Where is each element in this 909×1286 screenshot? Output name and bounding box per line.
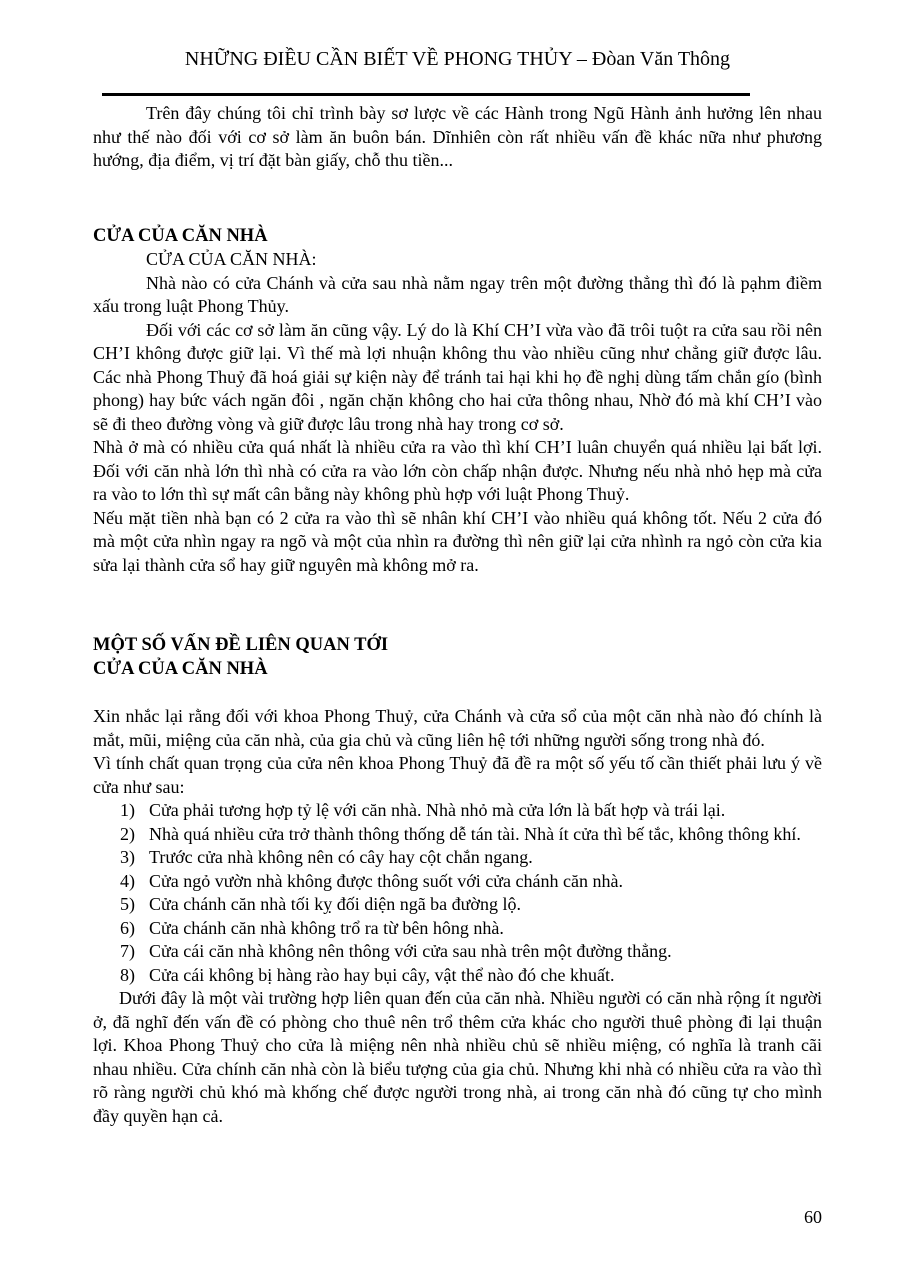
list-item-number: 7) bbox=[120, 941, 135, 961]
list-item-number: 8) bbox=[120, 964, 135, 985]
list-item bbox=[93, 940, 822, 964]
paragraph: Nhà nào có cửa Chánh và cửa sau nhà nằm ngay trên một đường thẳng thì đó là pạhm điềm xấu trong luật Phong Thủy. bbox=[93, 272, 822, 316]
paragraph: Vì tính chất quan trọng của cửa nên khoa Phong Thuỷ đã đề ra một số yếu tố cần thiết phải lưu ý về cửa như sau: bbox=[93, 753, 822, 797]
page-content bbox=[93, 46, 822, 1128]
list-item-number: 1) bbox=[120, 800, 135, 820]
list-item-text: Trước cửa nhà không nên có cây hay cột chắn ngang. bbox=[149, 847, 533, 867]
page-number: 60 bbox=[804, 1207, 822, 1227]
paragraph: Nếu mặt tiền nhà bạn có 2 cửa ra vào thì sẽ nhân khí CH’I vào nhiều quá không tốt. Nếu 2 cửa đó mà một cửa nhìn ngay ra ngõ và một của nhìn ra đường thì nên giữ lại cửa nhình ra ngỏ còn cửa kia sửa lại thành cửa sổ hay giữ nguyên mà không mở ra. bbox=[93, 507, 822, 575]
paragraph: Xin nhắc lại rằng đối với khoa Phong Thuỷ, cửa Chánh và cửa sổ của một căn nhà nào đó chính là mắt, mũi, miệng của căn nhà, của gia chủ và cũng liên hệ tới những người sống trong nhà đó. bbox=[93, 706, 822, 750]
list-item-number: 3) bbox=[120, 847, 135, 867]
list-item bbox=[93, 964, 822, 988]
list-item bbox=[93, 846, 822, 870]
list-item-text: Cửa phải tương hợp tỷ lệ với căn nhà. Nhà nhỏ mà cửa lớn là bất hợp và trái lại. bbox=[149, 800, 726, 820]
closing-paragraph: Dưới đây là một vài trường hợp liên quan đến của căn nhà. Nhiều người có căn nhà rộng ít người ở, đã nghĩ đến vấn đề có phòng cho thuê nên trổ thêm cửa khác cho người thuê phòng đi lại thuận lợi. Khoa Phong Thuỷ cho cửa là miệng nên nhà nhiều chủ sẽ nhiều miệng, có nghĩa là tranh cãi nhau nhiều. Cửa chính căn nhà còn là biểu tượng của gia chủ. Nhưng khi nhà có nhiều cửa ra vào thì rõ ràng người chủ khó mà khống chế được người trong nhà, ai trong căn nhà đó cũng tự cho mình đầy quyền hạn cả. bbox=[93, 988, 822, 1126]
section-heading-door: CỬA CỦA CĂN NHÀ bbox=[93, 225, 268, 246]
intro-paragraph: Trên đây chúng tôi chỉ trình bày sơ lược về các Hành trong Ngũ Hành ảnh hưởng lên nhau như thế nào đối với cơ sở làm ăn buôn bán. Dĩnhiên còn rất nhiều vấn đề khác nữa như phương hướng, địa điểm, vị trí đặt bàn giấy, chỗ thu tiền... bbox=[93, 103, 822, 170]
list-item-text: Nhà quá nhiều cửa trở thành thông thống dễ tán tài. Nhà ít cửa thì bế tắc, không thông khí. bbox=[149, 823, 801, 844]
list-item-text: Cửa cái căn nhà không nên thông với cửa sau nhà trên một đường thẳng. bbox=[149, 941, 672, 961]
header-rule bbox=[102, 93, 750, 96]
list-item-text: Cửa ngỏ vườn nhà không được thông suốt với cửa chánh căn nhà. bbox=[149, 870, 623, 891]
section-heading-issues-line2: CỬA CỦA CĂN NHÀ bbox=[93, 658, 268, 679]
list-item bbox=[93, 799, 822, 823]
list-item-text: Cửa chánh căn nhà tối kỵ đối diện ngã ba đường lộ. bbox=[149, 894, 521, 914]
section-heading-issues-line1: MỘT SỐ VẤN ĐỀ LIÊN QUAN TỚI bbox=[93, 635, 389, 655]
rules-list bbox=[93, 799, 822, 987]
list-item-number: 4) bbox=[120, 870, 135, 891]
list-item bbox=[93, 893, 822, 917]
list-item-number: 5) bbox=[120, 894, 135, 914]
paragraph: Nhà ở mà có nhiều cửa quá nhất là nhiều cửa ra vào thì khí CH’I luân chuyển quá nhiều lại bất lợi. Đối với căn nhà lớn thì nhà có cửa ra vào lớn còn chấp nhận được. Nhưng nếu nhà nhỏ hẹp mà cửa ra vào to lớn thì sự mất cân bằng này không phù hợp với luật Phong Thuỷ. bbox=[93, 437, 822, 504]
list-item bbox=[93, 823, 822, 847]
list-item-text: Cửa cái không bị hàng rào hay bụi cây, vật thể nào đó che khuất. bbox=[149, 964, 615, 985]
list-item bbox=[93, 870, 822, 894]
list-item bbox=[93, 917, 822, 941]
list-item-text: Cửa chánh căn nhà không trổ ra từ bên hông nhà. bbox=[149, 917, 504, 938]
paragraph: Đối với các cơ sở làm ăn cũng vậy. Lý do là Khí CH’I vừa vào đã trôi tuột ra cửa sau rồi nên CH’I không được giữ lại. Vì thế mà lợi nhuận không thu vào nhiều cũng như chẳng giữ được lâu. Các nhà Phong Thuỷ đã hoá giải sự kiện này để tránh tai hại khi họ đề nghị dùng tấm chắn gío (bình phong) hay bức vách ngăn đôi , ngăn chặn không cho hai cửa thông nhau, Nhờ đó mà khí CH’I vào sẽ đi theo đường vòng và giữ được lâu trong nhà hay trong cơ sở. bbox=[93, 319, 822, 434]
document-title: NHỮNG ĐIỀU CẦN BIẾT VỀ PHONG THỦY – Đòan Văn Thông bbox=[184, 48, 731, 70]
list-item-number: 2) bbox=[120, 823, 135, 844]
section-subheading-door: CỬA CỦA CĂN NHÀ: bbox=[146, 249, 317, 269]
list-item-number: 6) bbox=[120, 917, 135, 938]
